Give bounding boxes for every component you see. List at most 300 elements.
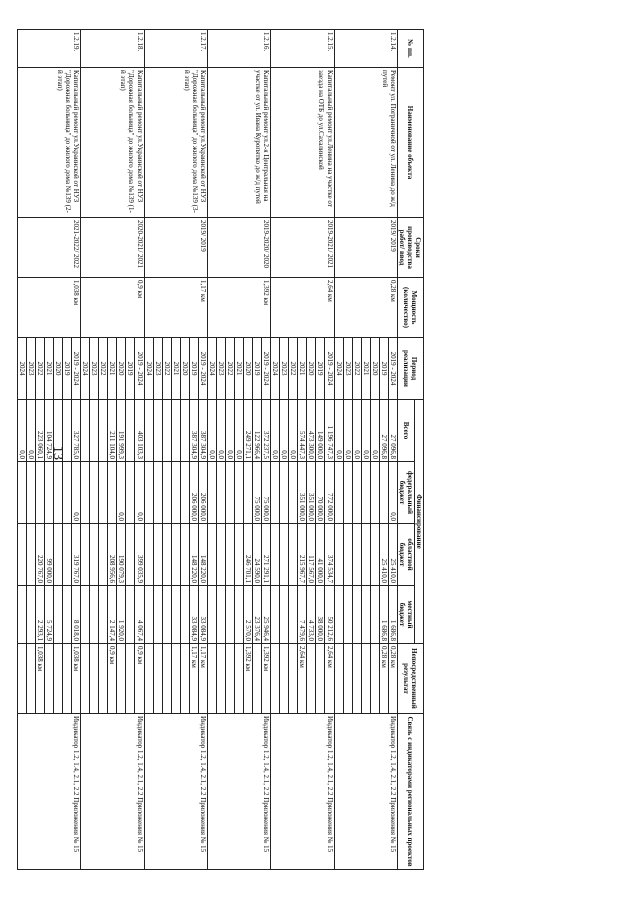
total-cell: 122 966,4 [253, 400, 262, 462]
period-cell: 2024 [271, 338, 280, 400]
result-cell: 0,28 км [379, 644, 388, 714]
period-cell: 2020 [370, 338, 379, 400]
total-cell: 372 237,5 [262, 400, 271, 462]
period-cell: 2019 [63, 338, 72, 400]
period-cell: 2019 - 2024 [135, 338, 144, 400]
result-cell: 1,17 км [198, 644, 207, 714]
federal-cell [171, 462, 180, 524]
federal-cell: 75 000,0 [253, 462, 262, 524]
regional-cell [90, 524, 99, 586]
total-cell [63, 400, 72, 462]
local-cell [361, 586, 370, 644]
total-cell: 473 300,0 [307, 400, 316, 462]
local-cell [225, 586, 234, 644]
regional-cell [54, 524, 63, 586]
period-cell: 2021 [45, 338, 54, 400]
header-name: Наименование объекта [397, 68, 423, 218]
local-cell [334, 586, 343, 644]
total-cell [162, 400, 171, 462]
period-cell: 2022 [162, 338, 171, 400]
local-cell [162, 586, 171, 644]
local-cell: 1 920,0 [117, 586, 126, 644]
total-cell: 27 096,8 [379, 400, 388, 462]
total-cell [99, 400, 108, 462]
local-cell: 25 946,4 [262, 586, 271, 644]
period-cell: 2023 [90, 338, 99, 400]
header-federal: федеральный бюджет [397, 462, 414, 524]
capacity-value: 0,9 км [81, 278, 144, 338]
total-cell: 27 096,8 [388, 400, 397, 462]
federal-cell [144, 462, 153, 524]
work-terms: 2019/ 2019 [334, 218, 397, 278]
federal-cell: 0,0 [388, 462, 397, 524]
local-cell [370, 586, 379, 644]
federal-cell [343, 462, 352, 524]
local-cell [17, 586, 26, 644]
period-cell: 2023 [26, 338, 35, 400]
row-number: 1.2.16. [207, 30, 270, 68]
local-cell [63, 586, 72, 644]
local-cell [180, 586, 189, 644]
capacity-value: 1,038 км [17, 278, 80, 338]
total-cell: 0,0 [225, 400, 234, 462]
federal-cell [244, 462, 253, 524]
federal-cell: 75 000,0 [262, 462, 271, 524]
object-name: Капитальный ремонт ул.Украинской от НУЗ "Дорожная больница" до жилого дома №139 (1-й этап) [81, 68, 144, 218]
result-cell [352, 644, 361, 714]
result-cell [334, 644, 343, 714]
result-cell [289, 644, 298, 714]
regional-cell [153, 524, 162, 586]
result-cell [343, 644, 352, 714]
period-cell: 2019 - 2024 [388, 338, 397, 400]
regional-cell [352, 524, 361, 586]
regional-cell: 271 291,1 [262, 524, 271, 586]
indicator-link: Индикатор 1.2, 1.4, 2.1, 2.2 Приложения № 15 [271, 714, 334, 870]
total-cell: 0,0 [216, 400, 225, 462]
result-cell [45, 644, 54, 714]
regional-cell: 246 701,1 [244, 524, 253, 586]
local-cell [271, 586, 280, 644]
result-cell [153, 644, 162, 714]
result-cell [117, 644, 126, 714]
regional-cell: 319 767,0 [72, 524, 81, 586]
result-cell [126, 644, 135, 714]
regional-cell [361, 524, 370, 586]
total-cell: 403 103,3 [135, 400, 144, 462]
table-row [198, 30, 207, 870]
object-name: Ремонт ул. Пограничной от ул. Ленина до ж/д путей [334, 68, 397, 218]
total-cell: 0,0 [26, 400, 35, 462]
federal-cell [90, 462, 99, 524]
result-cell [99, 644, 108, 714]
local-cell: 1 686,8 [379, 586, 388, 644]
regional-cell: 148 220,0 [189, 524, 198, 586]
period-cell: 2022 [289, 338, 298, 400]
result-cell [253, 644, 262, 714]
regional-cell: 25 410,0 [388, 524, 397, 586]
result-cell [54, 644, 63, 714]
regional-cell: 25 410,0 [379, 524, 388, 586]
period-cell: 2023 [280, 338, 289, 400]
result-cell [316, 644, 325, 714]
period-cell: 2019 [189, 338, 198, 400]
regional-cell [171, 524, 180, 586]
period-cell: 2019 - 2024 [262, 338, 271, 400]
regional-cell [180, 524, 189, 586]
period-cell: 2020 [117, 338, 126, 400]
indicator-link: Индикатор 1.2, 1.4, 2.1, 2.2 Приложения № 15 [81, 714, 144, 870]
federal-cell: 0,0 [117, 462, 126, 524]
table-row [135, 30, 144, 870]
result-cell [216, 644, 225, 714]
result-cell [271, 644, 280, 714]
result-cell: 0,9 км [135, 644, 144, 714]
regional-cell: 215 967,7 [298, 524, 307, 586]
result-cell: 1,17 км [189, 644, 198, 714]
header-result: Непосредственный результат [397, 644, 423, 714]
capacity-value: 2,64 км [271, 278, 334, 338]
period-cell: 2022 [35, 338, 44, 400]
total-cell: 1 196 747,3 [325, 400, 334, 462]
result-cell: 1,392 км [262, 644, 271, 714]
result-cell [225, 644, 234, 714]
total-cell: 387 304,9 [198, 400, 207, 462]
federal-cell [54, 462, 63, 524]
regional-cell [207, 524, 216, 586]
indicator-link: Индикатор 1.2, 1.4, 2.1, 2.2 Приложения № 15 [17, 714, 80, 870]
period-cell: 2022 [225, 338, 234, 400]
rotated-table-container [4, 29, 424, 869]
federal-cell [35, 462, 44, 524]
regional-cell: 220 767,0 [35, 524, 44, 586]
regional-cell [17, 524, 26, 586]
total-cell [171, 400, 180, 462]
header-capacity: Мощность (количество) [397, 278, 423, 338]
object-name: Капитальный ремонт ул.Украинской от НУЗ "Дорожная больница" до жилого дома №139 (2-й этап) [17, 68, 80, 218]
total-cell [81, 400, 90, 462]
period-cell: 2021 [108, 338, 117, 400]
row-number: 1.2.15. [271, 30, 334, 68]
work-terms: 2020-2021/ 2021 [81, 218, 144, 278]
period-cell: 2019 - 2024 [198, 338, 207, 400]
period-cell: 2021 [235, 338, 244, 400]
regional-cell [216, 524, 225, 586]
federal-cell [180, 462, 189, 524]
period-cell: 2021 [171, 338, 180, 400]
work-terms: 2019-2021/ 2021 [271, 218, 334, 278]
federal-cell [280, 462, 289, 524]
period-cell: 2020 [54, 338, 63, 400]
regional-cell [271, 524, 280, 586]
period-cell: 2020 [180, 338, 189, 400]
federal-cell [45, 462, 54, 524]
work-terms: 2019-2020/ 2020 [207, 218, 270, 278]
federal-cell: 772 000,0 [325, 462, 334, 524]
federal-cell: 206 000,0 [189, 462, 198, 524]
period-cell: 2021 [298, 338, 307, 400]
federal-cell: 351 000,0 [307, 462, 316, 524]
federal-cell [63, 462, 72, 524]
local-cell [153, 586, 162, 644]
header-total: Всего [397, 400, 414, 462]
result-cell [90, 644, 99, 714]
total-cell: 0,0 [207, 400, 216, 462]
total-cell: 0,0 [370, 400, 379, 462]
period-cell: 2024 [81, 338, 90, 400]
result-cell [81, 644, 90, 714]
total-cell: 387 304,9 [189, 400, 198, 462]
regional-cell: 148 220,0 [198, 524, 207, 586]
table-row [262, 30, 271, 870]
result-cell: 1,038 км [35, 644, 44, 714]
total-cell: 0,0 [280, 400, 289, 462]
total-cell: 0,0 [289, 400, 298, 462]
capacity-value: 1,17 км [144, 278, 207, 338]
federal-cell [216, 462, 225, 524]
table-header [397, 30, 423, 870]
result-cell: 2,64 км [325, 644, 334, 714]
total-cell: 0,0 [343, 400, 352, 462]
header-local: местный бюджет [397, 586, 414, 644]
period-cell: 2024 [334, 338, 343, 400]
regional-cell [334, 524, 343, 586]
local-cell: 33 084,9 [198, 586, 207, 644]
regional-cell [162, 524, 171, 586]
result-cell [307, 644, 316, 714]
row-number: 1.2.19. [17, 30, 80, 68]
result-cell: 1,392 км [244, 644, 253, 714]
local-cell [126, 586, 135, 644]
federal-cell [99, 462, 108, 524]
page-number: 13 [50, 446, 65, 460]
local-cell: 2 570,0 [244, 586, 253, 644]
regional-cell: 24 590,0 [253, 524, 262, 586]
indicator-link: Индикатор 1.2, 1.4, 2.1, 2.2 Приложения № 15 [144, 714, 207, 870]
regional-cell [225, 524, 234, 586]
local-cell [99, 586, 108, 644]
row-number: 1.2.18. [81, 30, 144, 68]
table-body [17, 30, 397, 870]
object-name: Капитальный ремонт ул.Ленина на участке от заезда на ОТБ до ул.Сахалинской [271, 68, 334, 218]
header-period: Период реализации [397, 338, 423, 400]
financing-table [17, 29, 424, 870]
regional-cell [370, 524, 379, 586]
federal-cell [352, 462, 361, 524]
total-cell [180, 400, 189, 462]
object-name: Капитальный ремонт ул.2-я Центральная на участке от ул. Ивана Куропятко до ж/д путей [207, 68, 270, 218]
header-link: Связь с индикаторами региональных проектов [397, 714, 423, 870]
header-financing: Финансирование [414, 400, 423, 644]
regional-cell [81, 524, 90, 586]
local-cell: 4 067,4 [135, 586, 144, 644]
local-cell: 38 000,0 [316, 586, 325, 644]
indicator-link: Индикатор 1.2, 1.4, 2.1, 2.2 Приложения № 15 [334, 714, 397, 870]
period-cell: 2021 [361, 338, 370, 400]
regional-cell: 190 079,3 [117, 524, 126, 586]
period-cell: 2019 - 2024 [325, 338, 334, 400]
local-cell [216, 586, 225, 644]
local-cell [144, 586, 153, 644]
federal-cell [162, 462, 171, 524]
period-cell: 2019 [379, 338, 388, 400]
regional-cell [144, 524, 153, 586]
total-cell [126, 400, 135, 462]
federal-cell [81, 462, 90, 524]
federal-cell [289, 462, 298, 524]
period-cell: 2024 [17, 338, 26, 400]
row-number: 1.2.14. [334, 30, 397, 68]
federal-cell [370, 462, 379, 524]
total-cell: 0,0 [334, 400, 343, 462]
local-cell [171, 586, 180, 644]
local-cell [280, 586, 289, 644]
local-cell [81, 586, 90, 644]
result-cell: 2,64 км [298, 644, 307, 714]
regional-cell: 117 567,0 [307, 524, 316, 586]
result-cell [370, 644, 379, 714]
regional-cell [343, 524, 352, 586]
result-cell [207, 644, 216, 714]
result-cell: 0,9 км [108, 644, 117, 714]
federal-cell [225, 462, 234, 524]
period-cell: 2022 [99, 338, 108, 400]
federal-cell [379, 462, 388, 524]
header-terms: Сроки производства работ/ ввод [397, 218, 423, 278]
regional-cell [26, 524, 35, 586]
local-cell [289, 586, 298, 644]
federal-cell [361, 462, 370, 524]
local-cell: 2 147,4 [108, 586, 117, 644]
period-cell: 2019 [316, 338, 325, 400]
row-number: 1.2.17. [144, 30, 207, 68]
local-cell [54, 586, 63, 644]
federal-cell [235, 462, 244, 524]
period-cell: 2019 - 2024 [72, 338, 81, 400]
total-cell: 327 785,0 [72, 400, 81, 462]
federal-cell [153, 462, 162, 524]
period-cell: 2019 [253, 338, 262, 400]
capacity-value: 0,28 км [334, 278, 397, 338]
result-cell [162, 644, 171, 714]
result-cell [17, 644, 26, 714]
total-cell [153, 400, 162, 462]
total-cell: 0,0 [271, 400, 280, 462]
local-cell: 23 376,4 [253, 586, 262, 644]
regional-cell: 99 000,0 [45, 524, 54, 586]
regional-cell [280, 524, 289, 586]
local-cell: 1 686,8 [388, 586, 397, 644]
regional-cell [126, 524, 135, 586]
period-cell: 2019 [126, 338, 135, 400]
total-cell: 149 000,0 [316, 400, 325, 462]
result-cell [280, 644, 289, 714]
result-cell [235, 644, 244, 714]
total-cell [54, 400, 63, 462]
work-terms: 2019/ 2019 [144, 218, 207, 278]
result-cell [361, 644, 370, 714]
result-cell: 1,038 км [72, 644, 81, 714]
local-cell: 2 293,1 [35, 586, 44, 644]
result-cell [144, 644, 153, 714]
header-regional: областной бюджет [397, 524, 414, 586]
result-cell [26, 644, 35, 714]
table-row [325, 30, 334, 870]
regional-cell [289, 524, 298, 586]
federal-cell: 70 000,0 [316, 462, 325, 524]
local-cell [26, 586, 35, 644]
capacity-value: 1,392 км [207, 278, 270, 338]
total-cell: 211 104,0 [108, 400, 117, 462]
local-cell: 4 733,0 [307, 586, 316, 644]
table-row [72, 30, 81, 870]
federal-cell [17, 462, 26, 524]
federal-cell [271, 462, 280, 524]
total-cell: 0,0 [235, 400, 244, 462]
period-cell: 2022 [352, 338, 361, 400]
total-cell [90, 400, 99, 462]
total-cell: 223 060,1 [35, 400, 44, 462]
regional-cell: 399 035,9 [135, 524, 144, 586]
federal-cell [26, 462, 35, 524]
regional-cell [235, 524, 244, 586]
total-cell: 0,0 [352, 400, 361, 462]
federal-cell: 206 000,0 [198, 462, 207, 524]
total-cell: 0,0 [361, 400, 370, 462]
period-cell: 2023 [153, 338, 162, 400]
local-cell [207, 586, 216, 644]
local-cell: 8 018,0 [72, 586, 81, 644]
period-cell: 2024 [144, 338, 153, 400]
period-cell: 2020 [307, 338, 316, 400]
total-cell: 0,0 [17, 400, 26, 462]
local-cell: 5 724,9 [45, 586, 54, 644]
total-cell: 249 271,1 [244, 400, 253, 462]
regional-cell: 374 534,7 [325, 524, 334, 586]
header-num: № пп. [397, 30, 423, 68]
federal-cell [207, 462, 216, 524]
regional-cell [99, 524, 108, 586]
local-cell [343, 586, 352, 644]
federal-cell [334, 462, 343, 524]
federal-cell: 0,0 [135, 462, 144, 524]
regional-cell [63, 524, 72, 586]
object-name: Капитальный ремонт ул.Украинской от НУЗ "Дорожная больница" до жилого дома №139 (3-й этап) [144, 68, 207, 218]
federal-cell [108, 462, 117, 524]
total-cell [144, 400, 153, 462]
result-cell [63, 644, 72, 714]
total-cell: 191 999,3 [117, 400, 126, 462]
regional-cell: 208 956,6 [108, 524, 117, 586]
total-cell: 104 724,9 [45, 400, 54, 462]
period-cell: 2023 [216, 338, 225, 400]
result-cell: 0,28 км [388, 644, 397, 714]
federal-cell: 351 000,0 [298, 462, 307, 524]
table-row [388, 30, 397, 870]
local-cell: 7 479,6 [298, 586, 307, 644]
local-cell: 33 084,9 [189, 586, 198, 644]
period-cell: 2024 [207, 338, 216, 400]
period-cell: 2023 [343, 338, 352, 400]
result-cell [180, 644, 189, 714]
result-cell [171, 644, 180, 714]
local-cell [352, 586, 361, 644]
work-terms: 2021-2022/ 2022 [17, 218, 80, 278]
indicator-link: Индикатор 1.2, 1.4, 2.1, 2.2 Приложения № 15 [207, 714, 270, 870]
federal-cell [126, 462, 135, 524]
total-cell: 574 447,3 [298, 400, 307, 462]
local-cell: 50 212,6 [325, 586, 334, 644]
